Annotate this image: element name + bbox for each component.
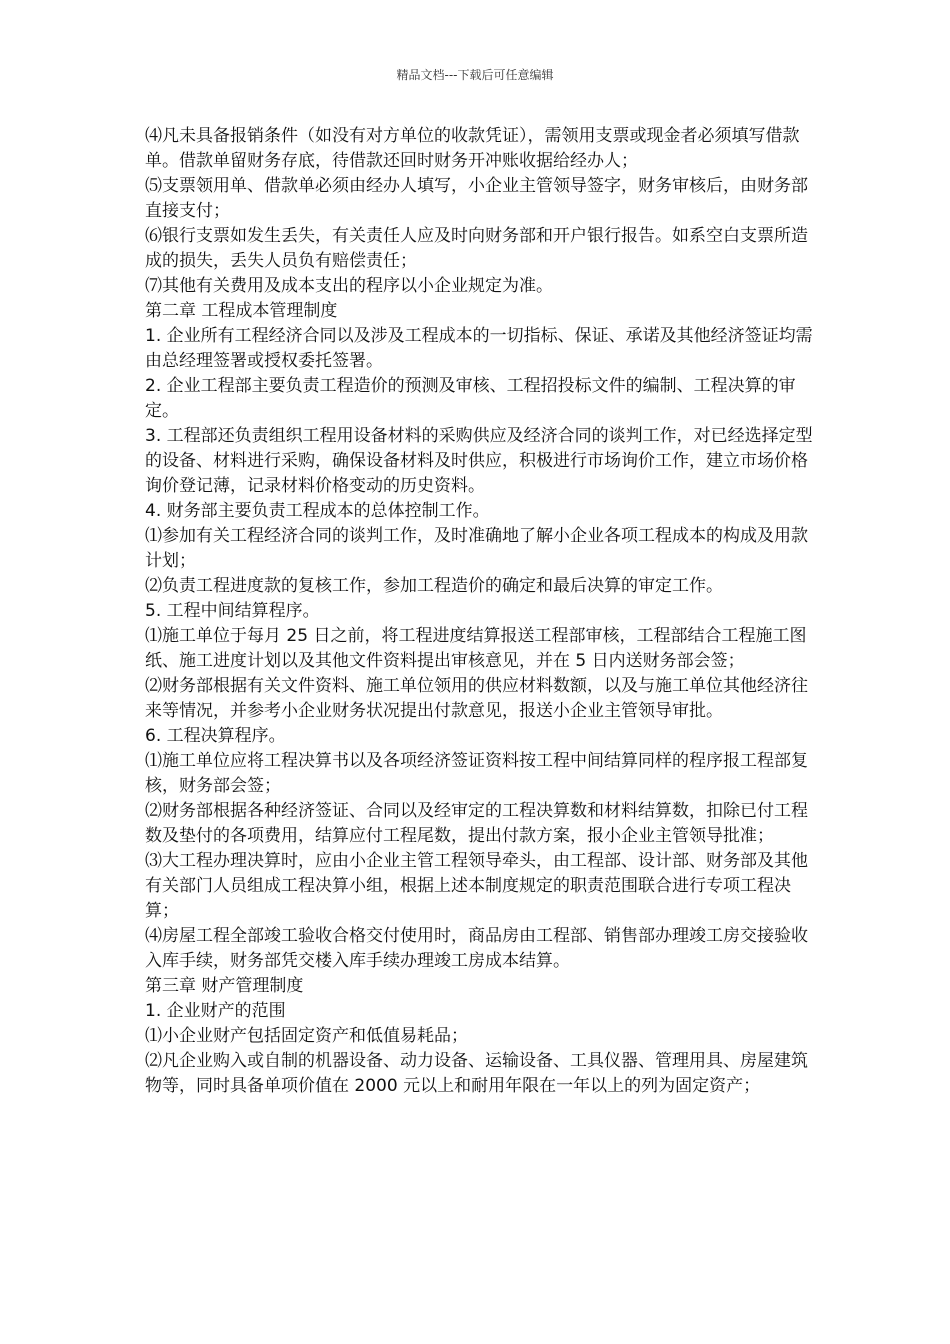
paragraph: ⑴施工单位应将工程决算书以及各项经济签证资料按工程中间结算同样的程序报工程部复核，财务部会签； — [145, 751, 808, 796]
paragraph: 2. 企业工程部主要负责工程造价的预测及审核、工程招投标文件的编制、工程决算的审定。 — [145, 376, 796, 421]
paragraph: ⑵负责工程进度款的复核工作，参加工程造价的确定和最后决算的审定工作。 — [145, 576, 723, 596]
paragraph: ⑸支票领用单、借款单必须由经办人填写，小企业主管领导签字，财务审核后，由财务部直接支付； — [145, 176, 808, 221]
paragraph: ⑶大工程办理决算时，应由小企业主管工程领导牵头，由工程部、设计部、财务部及其他有关部门人员组成工程决算小组，根据上述本制度规定的职责范围联合进行专项工程决算； — [145, 851, 808, 921]
paragraph: 4. 财务部主要负责工程成本的总体控制工作。 — [145, 501, 490, 521]
paragraph: 1. 企业所有工程经济合同以及涉及工程成本的一切指标、保证、承诺及其他经济签证均需由总经理签署或授权委托签署。 — [145, 326, 813, 371]
chapter-heading: 第三章 财产管理制度 — [145, 976, 304, 996]
paragraph: ⑴小企业财产包括固定资产和低值易耗品； — [145, 1026, 468, 1046]
paragraph: ⑴施工单位于每月 25 日之前，将工程进度结算报送工程部审核，工程部结合工程施工图纸、施工进度计划以及其他文件资料提出审核意见，并在 5 日内送财务部会签； — [145, 626, 807, 671]
paragraph: 5. 工程中间结算程序。 — [145, 601, 320, 621]
chapter-heading: 第二章 工程成本管理制度 — [145, 301, 338, 321]
paragraph: ⑴参加有关工程经济合同的谈判工作，及时准确地了解小企业各项工程成本的构成及用款计划； — [145, 526, 808, 571]
paragraph: 6. 工程决算程序。 — [145, 726, 286, 746]
paragraph: ⑵财务部根据有关文件资料、施工单位领用的供应材料数额，以及与施工单位其他经济往来等情况，并参考小企业财务状况提出付款意见，报送小企业主管领导审批。 — [145, 676, 808, 721]
paragraph: ⑵财务部根据各种经济签证、合同以及经审定的工程决算数和材料结算数，扣除已付工程数及垫付的各项费用，结算应付工程尾数，提出付款方案，报小企业主管领导批准； — [145, 801, 808, 846]
document-body — [145, 124, 813, 1099]
page-header: 精品文档---下载后可任意编辑 — [396, 68, 554, 82]
paragraph: ⑺其他有关费用及成本支出的程序以小企业规定为准。 — [145, 276, 553, 296]
paragraph: ⑹银行支票如发生丢失，有关责任人应及时向财务部和开户银行报告。如系空白支票所造成的损失，丢失人员负有赔偿责任； — [145, 226, 808, 271]
paragraph: ⑷凡未具备报销条件（如没有对方单位的收款凭证），需领用支票或现金者必须填写借款单。借款单留财务存底，待借款还回时财务开冲账收据给经办人； — [145, 126, 800, 171]
paragraph: 3. 工程部还负责组织工程用设备材料的采购供应及经济合同的谈判工作，对已经选择定型的设备、材料进行采购，确保设备材料及时供应，积极进行市场询价工作，建立市场价格询价登记薄，记录材料价格变动的历史资料。 — [145, 426, 813, 496]
paragraph: ⑷房屋工程全部竣工验收合格交付使用时，商品房由工程部、销售部办理竣工房交接验收入库手续，财务部凭交楼入库手续办理竣工房成本结算。 — [145, 926, 808, 971]
paragraph: ⑵凡企业购入或自制的机器设备、动力设备、运输设备、工具仪器、管理用具、房屋建筑物等，同时具备单项价值在 2000 元以上和耐用年限在一年以上的列为固定资产； — [145, 1051, 808, 1096]
paragraph: 1. 企业财产的范围 — [145, 1001, 286, 1021]
